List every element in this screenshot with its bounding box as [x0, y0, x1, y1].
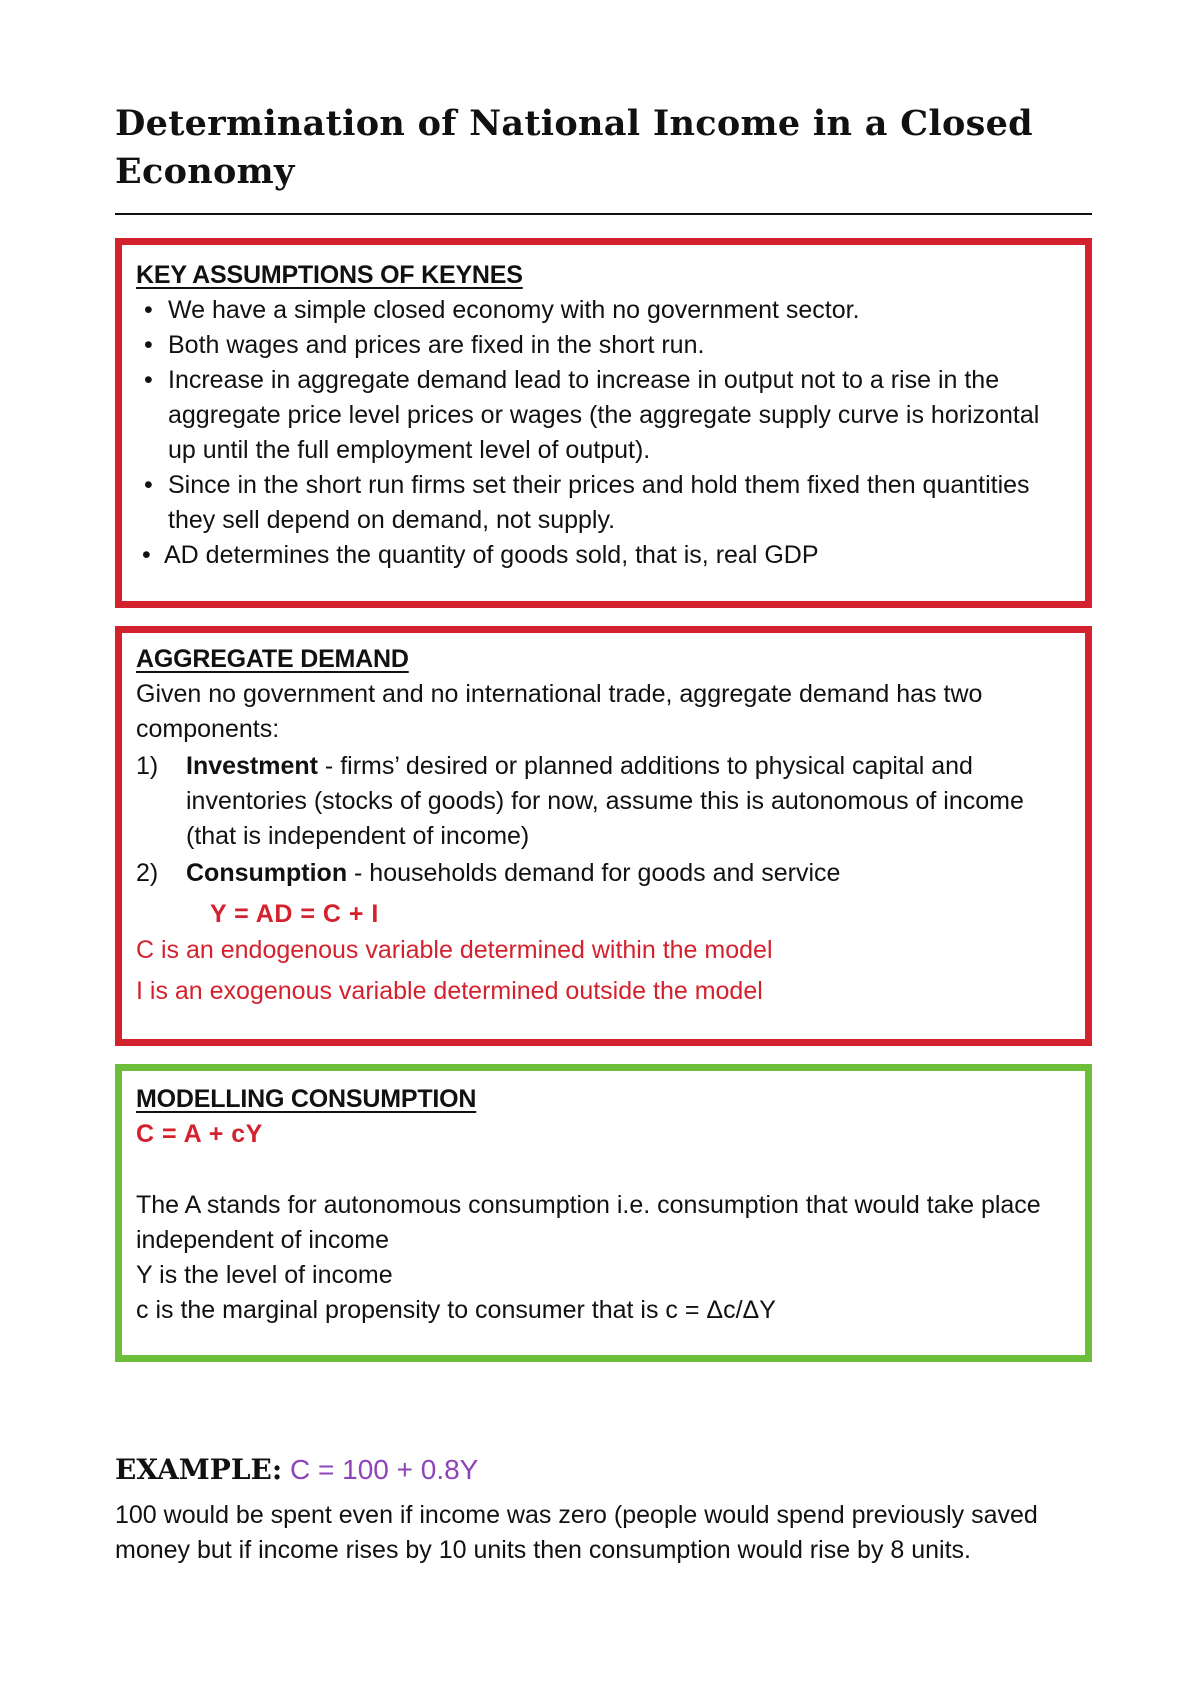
- title-divider: [115, 213, 1092, 215]
- assumptions-list: [136, 293, 1071, 573]
- item-term: Consumption: [186, 859, 348, 887]
- example-label: EXAMPLE:: [115, 1453, 283, 1486]
- aggregate-demand-formula: Y = AD = C + I: [210, 900, 379, 928]
- endogenous-note: C is an endogenous variable determined within the model: [136, 936, 773, 964]
- item-description: - households demand for goods and service: [347, 859, 841, 887]
- assumption-item: • We have a simple closed economy with no government sector.: [136, 293, 1071, 328]
- example-formula: C = 100 + 0.8Y: [290, 1454, 479, 1485]
- example-heading: [115, 1450, 1092, 1490]
- autonomous-consumption-text: The A stands for autonomous consumption i.e. consumption that would take place independent of income: [136, 1191, 1041, 1254]
- example-explanation: 100 would be spent even if income was zero (people would spend previously saved money but if income rises by 10 units then consumption would rise by 8 units.: [115, 1501, 1038, 1564]
- assumption-item: • Increase in aggregate demand lead to increase in output not to a rise in the aggregate price level prices or wages (the aggregate supply curve is horizontal up until the full employment level of output).: [136, 363, 1071, 468]
- aggregate-demand-box: [115, 626, 1092, 1046]
- key-assumptions-box: [115, 238, 1092, 608]
- item-number: 1): [136, 752, 159, 780]
- assumption-item: • Since in the short run firms set their prices and hold them fixed then quantities they sell depend on demand, not supply.: [136, 468, 1071, 538]
- demand-component-item: [136, 749, 1071, 854]
- key-assumptions-heading: KEY ASSUMPTIONS OF KEYNES: [136, 261, 523, 289]
- modelling-consumption-heading: MODELLING CONSUMPTION: [136, 1085, 477, 1113]
- page-title: Determination of National Income in a Closed Economy: [115, 103, 1033, 192]
- blank-line: [136, 1152, 1071, 1188]
- item-description: - firms’ desired or planned additions to physical capital and inventories (stocks of goods) for now, assume this is autonomous of income (that is independent of income): [186, 752, 1024, 850]
- income-text: Y is the level of income: [136, 1261, 393, 1289]
- demand-component-item: [136, 856, 1071, 891]
- item-number: 2): [136, 859, 159, 887]
- assumption-item: • AD determines the quantity of goods sold, that is, real GDP: [136, 538, 1071, 573]
- modelling-consumption-box: [115, 1064, 1092, 1362]
- item-term: Investment: [186, 752, 318, 780]
- consumption-formula: C = A + cY: [136, 1120, 263, 1148]
- example-section: [115, 1450, 1092, 1568]
- demand-components-list: [136, 749, 1071, 891]
- exogenous-note: I is an exogenous variable determined outside the model: [136, 977, 763, 1005]
- document-page: [115, 100, 1092, 1568]
- assumption-item: • Both wages and prices are fixed in the short run.: [136, 328, 1071, 363]
- mpc-text: c is the marginal propensity to consumer that is c = Δc/ΔY: [136, 1296, 776, 1324]
- aggregate-demand-intro: Given no government and no international trade, aggregate demand has two components:: [136, 680, 983, 743]
- aggregate-demand-heading: AGGREGATE DEMAND: [136, 645, 409, 673]
